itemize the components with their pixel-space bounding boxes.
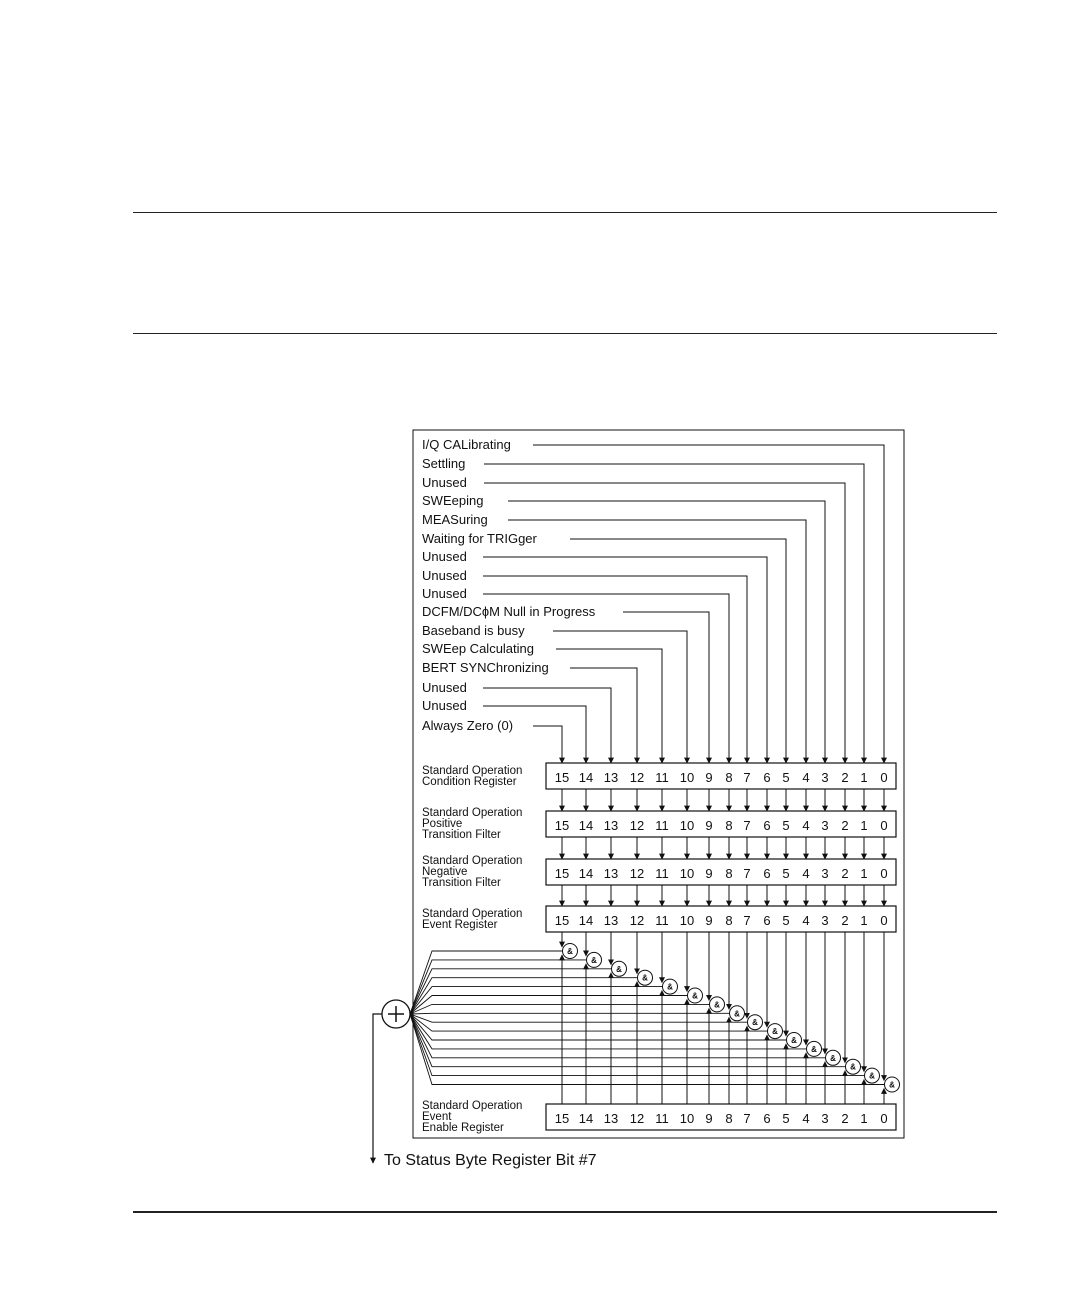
condition-label-bit-15: Always Zero (0) xyxy=(422,718,514,733)
condition-label-bit-4: MEASuring xyxy=(422,512,488,527)
register-1-bit-11: 11 xyxy=(655,818,669,833)
register-0-bit-2: 2 xyxy=(841,770,849,785)
register-0-bit-3: 3 xyxy=(821,770,829,785)
register-3-bit-9: 9 xyxy=(705,913,713,928)
register-4-bit-11: 11 xyxy=(655,1111,669,1126)
gate-output-wire-bit-3 xyxy=(410,1014,826,1058)
register-2-bit-7: 7 xyxy=(743,866,751,881)
and-symbol-bit-8: & xyxy=(734,1009,740,1019)
and-symbol-bit-15: & xyxy=(567,947,573,956)
register-2-bit-5: 5 xyxy=(782,866,790,881)
register-4-bit-9: 9 xyxy=(705,1111,713,1126)
register-label-4-line-0: Standard Operation xyxy=(422,1100,523,1112)
register-3-bit-14: 14 xyxy=(578,913,594,928)
gate-output-wire-bit-9 xyxy=(410,1004,710,1014)
register-1-bit-8: 8 xyxy=(725,818,733,833)
register-0-bit-0: 0 xyxy=(880,770,888,785)
register-label-2-line-0: Standard Operation xyxy=(422,855,523,867)
condition-label-bit-14: Unused xyxy=(422,698,467,713)
and-symbol-bit-2: & xyxy=(850,1062,856,1072)
register-2-bit-9: 9 xyxy=(705,866,713,881)
register-3-bit-4: 4 xyxy=(802,913,810,928)
register-3-bit-13: 13 xyxy=(603,913,619,928)
register-3-bit-2: 2 xyxy=(841,913,849,928)
register-4-bit-6: 6 xyxy=(763,1111,771,1126)
register-0-bit-11: 11 xyxy=(655,770,669,785)
condition-label-bit-12: BERT SYNChronizing xyxy=(422,660,549,675)
register-4-bit-2: 2 xyxy=(841,1111,849,1126)
register-3-bit-3: 3 xyxy=(821,913,829,928)
register-4-bit-13: 13 xyxy=(603,1111,619,1126)
condition-label-bit-2: Unused xyxy=(422,475,467,490)
register-1-bit-2: 2 xyxy=(841,818,849,833)
condition-wire-bit-14 xyxy=(483,706,586,763)
and-symbol-bit-5: & xyxy=(791,1036,797,1045)
register-1-bit-6: 6 xyxy=(763,818,771,833)
register-label-3-line-0: Standard Operation xyxy=(422,908,523,920)
register-1-bit-7: 7 xyxy=(743,818,751,833)
register-2-bit-0: 0 xyxy=(880,866,888,881)
status-byte-caption: To Status Byte Register Bit #7 xyxy=(384,1152,597,1169)
register-4-bit-8: 8 xyxy=(725,1111,733,1126)
and-symbol-bit-4: & xyxy=(811,1044,817,1054)
condition-label-bit-11: SWEep Calculating xyxy=(422,641,534,656)
register-2-bit-4: 4 xyxy=(802,866,810,881)
condition-label-bit-3: SWEeping xyxy=(422,493,484,508)
register-3-bit-0: 0 xyxy=(880,913,888,928)
register-4-bit-1: 1 xyxy=(860,1111,868,1126)
register-4-bit-15: 15 xyxy=(554,1111,570,1126)
and-symbol-bit-10: & xyxy=(692,991,698,1001)
register-3-bit-10: 10 xyxy=(679,913,695,928)
register-0-bit-6: 6 xyxy=(763,770,771,785)
register-label-4-line-2: Enable Register xyxy=(422,1122,504,1134)
and-symbol-bit-7: & xyxy=(752,1018,758,1028)
condition-label-bit-5: Waiting for TRIGger xyxy=(422,531,537,546)
condition-wire-bit-2 xyxy=(484,483,845,763)
and-gates xyxy=(563,944,900,1093)
register-0-bit-12: 12 xyxy=(629,770,645,785)
condition-wire-bit-9 xyxy=(623,612,709,763)
and-symbol-bit-11: & xyxy=(667,982,673,992)
gate-output-wire-bit-8 xyxy=(410,1013,730,1014)
register-label-4-line-1: Event xyxy=(422,1111,452,1123)
gate-output-wire-bit-7 xyxy=(410,1014,748,1022)
register-2-bit-1: 1 xyxy=(860,866,868,881)
condition-label-bit-6: Unused xyxy=(422,549,467,564)
register-0-bit-4: 4 xyxy=(802,770,810,785)
register-3-bit-8: 8 xyxy=(725,913,733,928)
or-gate xyxy=(382,1000,410,1028)
gate-output-wire-bit-13 xyxy=(410,969,612,1014)
register-1-bit-3: 3 xyxy=(821,818,829,833)
register-label-0-line-0: Standard Operation xyxy=(422,765,523,777)
condition-label-bit-13: Unused xyxy=(422,680,467,695)
register-1-bit-14: 14 xyxy=(578,818,594,833)
and-symbol-bit-13: & xyxy=(616,964,622,974)
register-label-0-line-1: Condition Register xyxy=(422,776,517,788)
condition-label-bit-1: Settling xyxy=(422,456,466,471)
condition-label-bit-8: Unused xyxy=(422,586,467,601)
register-2-bit-6: 6 xyxy=(763,866,771,881)
register-label-2-line-2: Transition Filter xyxy=(422,877,501,889)
register-2-bit-14: 14 xyxy=(578,866,594,881)
register-1-bit-4: 4 xyxy=(802,818,810,833)
register-0-bit-14: 14 xyxy=(578,770,594,785)
register-1-bit-1: 1 xyxy=(860,818,868,833)
register-4-bit-0: 0 xyxy=(880,1111,888,1126)
register-label-1-line-0: Standard Operation xyxy=(422,807,523,819)
and-symbol-bit-3: & xyxy=(830,1053,836,1063)
register-3-bit-7: 7 xyxy=(743,913,751,928)
register-2-bit-12: 12 xyxy=(629,866,645,881)
condition-wire-bit-3 xyxy=(508,501,825,763)
register-4-bit-12: 12 xyxy=(629,1111,645,1126)
and-symbol-bit-1: & xyxy=(869,1071,875,1081)
register-1-bit-10: 10 xyxy=(679,818,695,833)
register-0-bit-9: 9 xyxy=(705,770,713,785)
register-2-bit-8: 8 xyxy=(725,866,733,881)
condition-wire-bit-5 xyxy=(570,539,786,763)
register-2-bit-15: 15 xyxy=(554,866,570,881)
register-0-bit-1: 1 xyxy=(860,770,868,785)
register-1-bit-9: 9 xyxy=(705,818,713,833)
register-3-bit-12: 12 xyxy=(629,913,645,928)
register-3-bit-11: 11 xyxy=(655,913,669,928)
gate-output-wire-bit-11 xyxy=(410,987,663,1014)
condition-wire-bit-8 xyxy=(483,594,729,763)
register-3-bit-15: 15 xyxy=(554,913,570,928)
register-4-bit-7: 7 xyxy=(743,1111,751,1126)
register-0-bit-10: 10 xyxy=(679,770,695,785)
register-4-bit-5: 5 xyxy=(782,1111,790,1126)
condition-label-bit-10: Baseband is busy xyxy=(422,623,525,638)
and-symbol-bit-9: & xyxy=(714,1000,720,1010)
register-2-bit-3: 3 xyxy=(821,866,829,881)
register-label-3-line-1: Event Register xyxy=(422,919,498,931)
register-2-bit-2: 2 xyxy=(841,866,849,881)
register-1-bit-0: 0 xyxy=(880,818,888,833)
register-0-bit-13: 13 xyxy=(603,770,619,785)
register-0-bit-15: 15 xyxy=(554,770,570,785)
register-3-bit-5: 5 xyxy=(782,913,790,928)
register-4-bit-10: 10 xyxy=(679,1111,695,1126)
condition-label-bit-9: DCFM/DCɸM Null in Progress xyxy=(422,604,596,619)
register-0-bit-7: 7 xyxy=(743,770,751,785)
register-2-bit-11: 11 xyxy=(655,866,669,881)
register-4-bit-4: 4 xyxy=(802,1111,810,1126)
register-3-bit-6: 6 xyxy=(763,913,771,928)
register-4-bit-14: 14 xyxy=(578,1111,594,1126)
register-1-bit-13: 13 xyxy=(603,818,619,833)
condition-labels xyxy=(422,437,596,733)
register-1-bit-12: 12 xyxy=(629,818,645,833)
and-symbol-bit-14: & xyxy=(591,955,597,965)
register-0-bit-8: 8 xyxy=(725,770,733,785)
register-2-bit-10: 10 xyxy=(679,866,695,881)
gate-output-wire-bit-5 xyxy=(410,1014,787,1040)
register-1-bit-15: 15 xyxy=(554,818,570,833)
condition-label-bit-0: I/Q CALibrating xyxy=(422,437,511,452)
register-1-bit-5: 5 xyxy=(782,818,790,833)
register-4-bit-3: 3 xyxy=(821,1111,829,1126)
status-byte-output-wire xyxy=(373,1014,382,1163)
register-2-bit-13: 13 xyxy=(603,866,619,881)
register-label-1-line-1: Positive xyxy=(422,818,463,830)
and-symbol-bit-0: & xyxy=(889,1080,895,1090)
register-3-bit-1: 1 xyxy=(860,913,868,928)
register-0-bit-5: 5 xyxy=(782,770,790,785)
condition-wire-bit-4 xyxy=(508,520,806,763)
and-symbol-bit-12: & xyxy=(642,973,648,983)
condition-wire-bit-10 xyxy=(553,631,687,763)
condition-wire-bit-15 xyxy=(533,726,562,763)
condition-label-bit-7: Unused xyxy=(422,568,467,583)
condition-wire-bit-12 xyxy=(570,668,637,763)
and-symbol-bit-6: & xyxy=(772,1027,778,1037)
register-label-1-line-2: Transition Filter xyxy=(422,829,501,841)
register-label-2-line-1: Negative xyxy=(422,866,468,878)
